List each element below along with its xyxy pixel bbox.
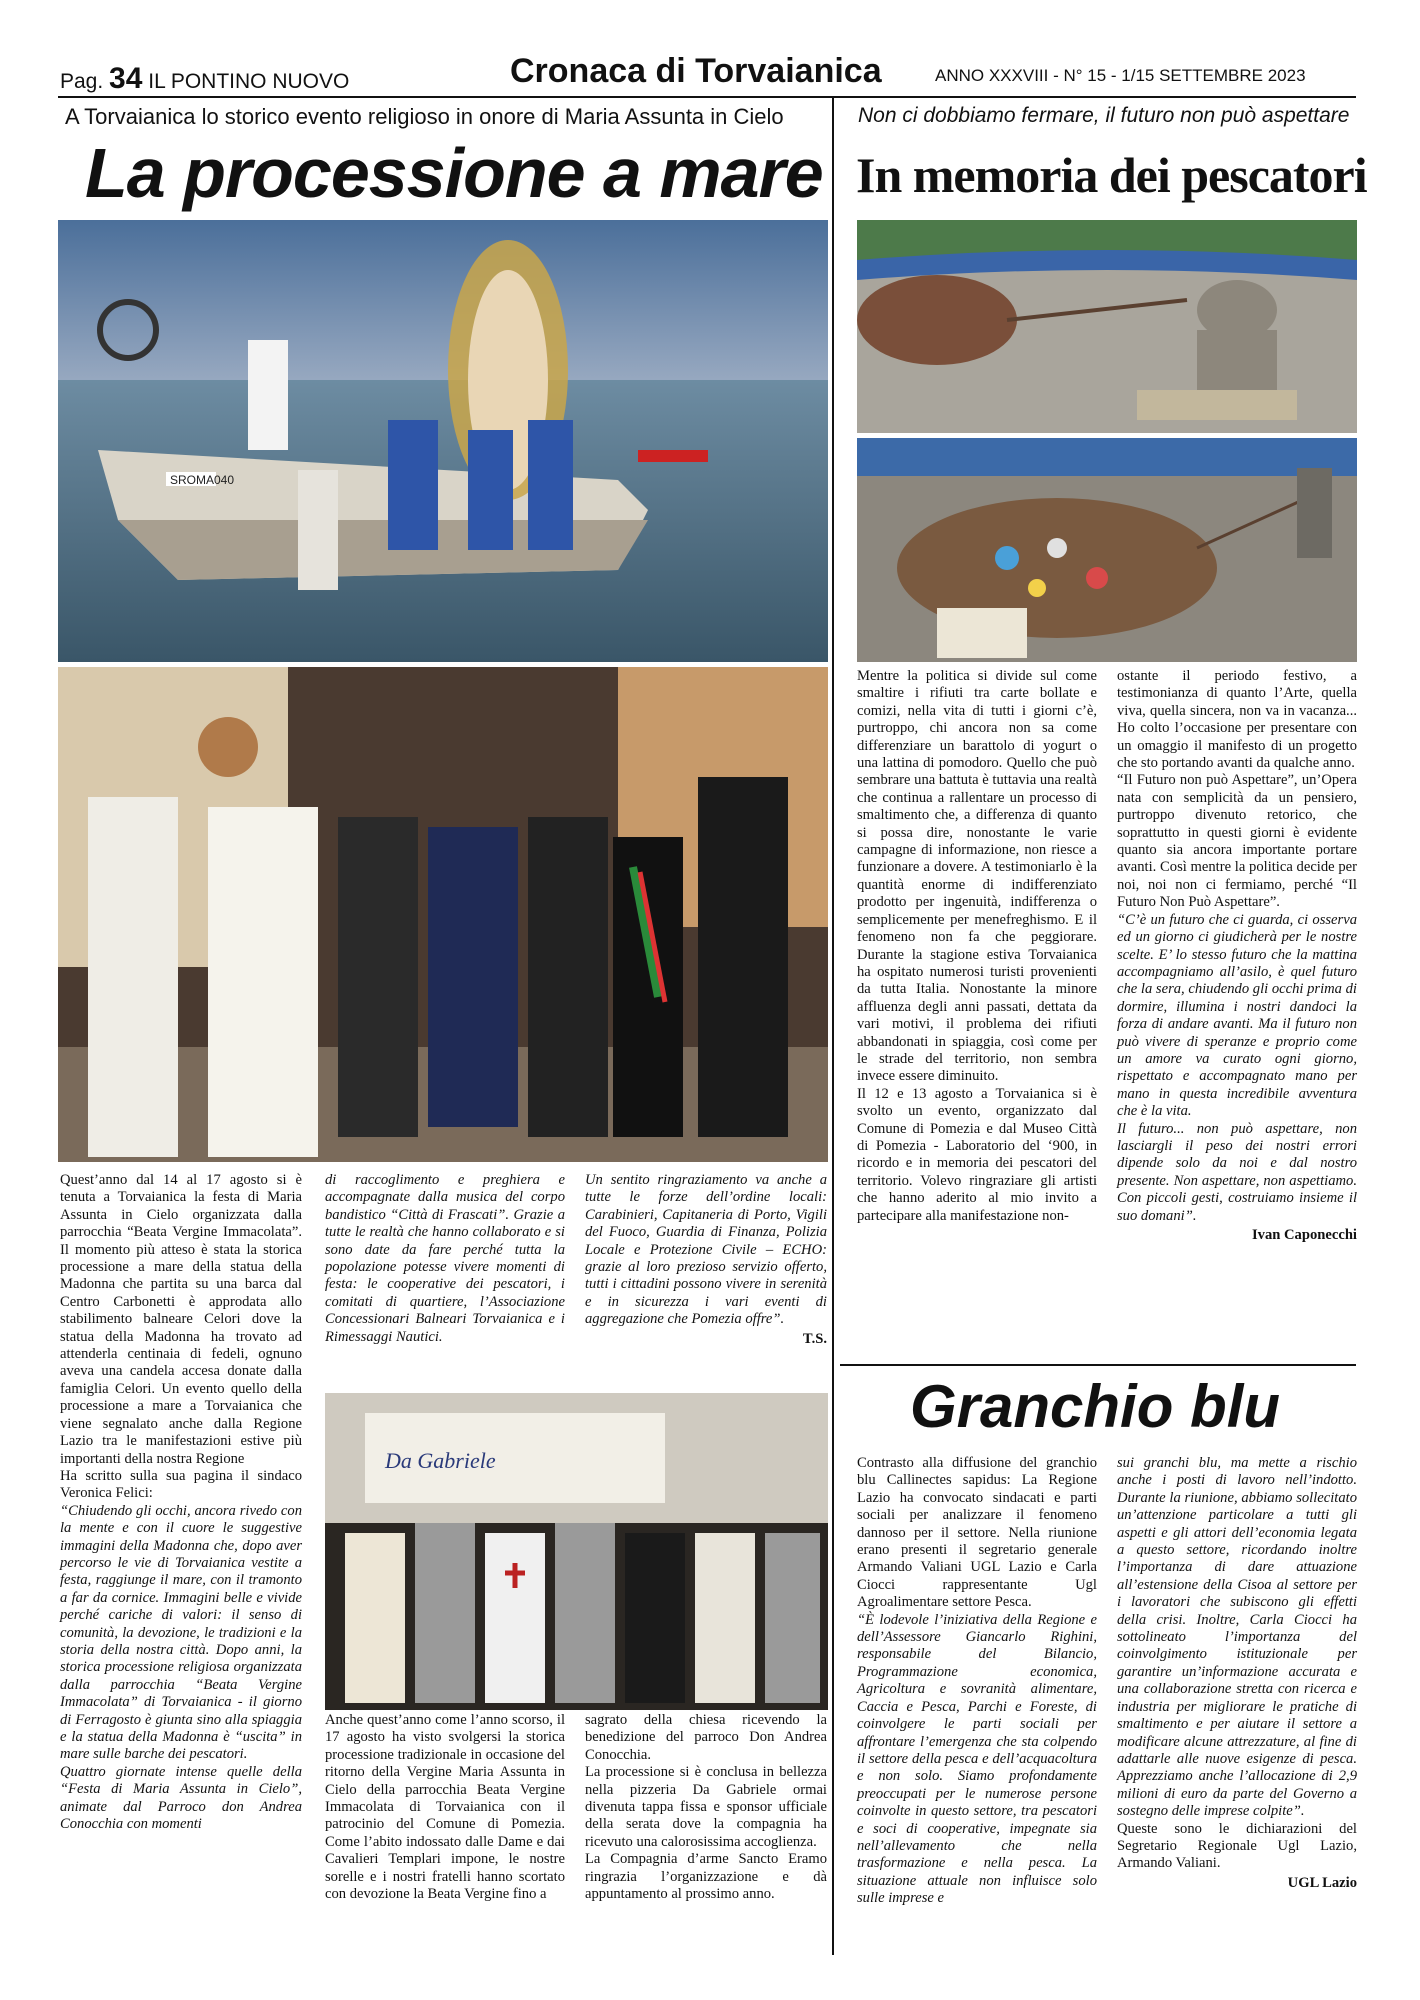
paragraph: Mentre la politica si divide sul come smaltire i rifiuti tra carte bollate e comizi, nella vita di tutti i giorni c’è, purtroppo, chi ancora non sa come differenziare un barattolo di yogurt o una lattina di pomodoro. Quello che può sembrare una battuta è tuttavia una realtà che continua a rallentare un processo di smaltimento che, a differenza di quanto si possa dire, nonostante le varie campagne di informazione, non riesce a funzionare a dovere. A testimoniarlo è la quantità enorme di indifferenziato prodotto per ingenuità, indifferenza o semplicemente per menefreghismo. E il fenomeno non fa che peggiorare. Durante la stagione estiva Torvaianica ha ospitato numerosi turisti provenienti da tutta Italia. Nonostante la minore affluenza degli anni passati, dettata da vari motivi, il problema dei rifiuti abbandonati in spiaggia, così come per le strade del territorio, non sembra invece essere diminuito. (857, 668, 1097, 1085)
paragraph: “È lodevole l’iniziativa della Regione e dell’Assessore Giancarlo Righini, responsabile del Bilancio, Programmazione economica, Agricoltura e sovranità alimentare, Caccia e Pesca, Parchi e Foreste, di coinvolgere le parti sociali per affrontare l’emergenza che sta colpendo il settore della pesca e dell’acquacoltura e non solo. Siamo profondamente preoccupati per le numerose persone coinvolte in questo settore, tra pescatori e soci di cooperative, impegnate sia nell’allevamento che nella trasformazione e nella pesca. La situazione attuale non influisce solo sulle imprese e (857, 1611, 1097, 1907)
second-col-2 (585, 1712, 827, 1903)
paragraph: “Il Futuro non può Aspettare”, un’Opera nata con semplicità da un pensiero, purtroppo divenuto retorico, che soprattutto in questi giorni è evidente quanto sia ancora importante portare avanti. Così mentre la politica decide per noi, noi non ci fermiamo, perché “Il Futuro Non Può Aspettare”. (1117, 772, 1357, 911)
paragraph: Il 12 e 13 agosto a Torvaianica si è svolto un evento, organizzato dal Comune di Pomezia e dal Museo Città di Pomezia - Laboratorio del ‘900, in ricordo e in memoria dei pescatori del territorio. Volevo ringraziare gli artisti che hanno aderito al mio invito a partecipare alla manifestazione non- (857, 1085, 1097, 1224)
boat-procession-photo (58, 220, 828, 662)
fisherman-sculpture-photo (857, 220, 1357, 433)
paragraph: Un sentito ringraziamento va anche a tutte le forze dell’ordine locali: Carabinieri, Capitaneria di Porto, Vigili del Fuoco, Guardia di Finanza, Polizia Locale e Protezione Civile – ECHO: grazie al loro prezioso servizio offerto, tutti i cittadini possono vivere in serenità e in sicurezza i vari eventi di aggregazione che Pomezia offre”. (585, 1172, 827, 1328)
paper-name: IL PONTINO NUOVO (148, 70, 350, 93)
right-headline: In memoria dei pescatori (856, 147, 1367, 203)
left-col-3 (585, 1172, 827, 1348)
right-signature: Ivan Caponecchi (1251, 1227, 1357, 1243)
granchio-col-2 (1117, 1455, 1357, 1892)
paragraph: Contrasto alla diffusione del granchio blu Callinectes sapidus: La Regione Lazio ha convocato sindacati e parti sociali per analizzare il fenomeno dannoso per il settore. Nella riunione erano presenti il segretario generale Armando Valiani UGL Lazio e Carla Ciocci rappresentante Ugl Agroalimentare settore Pesca. (857, 1455, 1097, 1611)
paragraph: La processione si è conclusa in bellezza nella pizzeria Da Gabriele ormai divenuta tappa fissa e sponsor ufficiale della serata dove la compagnia ha ricevuto una calorosissima accoglienza. (585, 1764, 827, 1850)
granchio-headline: Granchio blu (910, 1373, 1281, 1440)
paragraph: ostante il periodo festivo, a testimonianza di quanto l’Arte, quella viva, quella sincera, non va in vacanza... Ho colto l’occasione per presentare con un omaggio il manifesto di un progetto che sto portando avanti da qualche anno. (1117, 668, 1357, 772)
header-rule (58, 96, 1356, 98)
templar-knights-photo (325, 1393, 828, 1710)
church-ceremony-photo (58, 667, 828, 1162)
paragraph: “C’è un futuro che ci guarda, ci osserva ed un giorno ci giudicherà per le nostre scelte. E’ lo stesso futuro che la mattina accompagniamo all’asilo, è quel futuro che la sera, chiudendo gli occhi prima di dormire, illumina i nostri dandoci la forza di andare avanti. Ma il futuro non può vivere di speranze e proprio come un amore va curato ogni giorno, rispettato e accompagnato mano per mano in questa incredibile avventura che è la vita. (1117, 911, 1357, 1120)
left-kicker: A Torvaianica lo storico evento religioso in onore di Maria Assunta in Cielo (65, 104, 784, 129)
paragraph: Anche quest’anno come l’anno scorso, il 17 agosto ha visto svolgersi la storica processione tradizionale in occasione del ritorno della Vergine Maria Assunta in Cielo della parrocchia Beata Vergine Immacolata di Torvaianica con il patrocinio del Comune di Pomezia. Come l’abito indossato dalle Dame e dai Cavalieri Templari impone, le nostre sorelle e i nostri fratelli hanno scortato con devozione la Beata Vergine fino a (325, 1712, 565, 1903)
paragraph: Ha scritto sulla sua pagina il sindaco Veronica Felici: (60, 1467, 302, 1502)
banner-text: Da Gabriele (385, 1448, 496, 1473)
right-col-2 (1117, 668, 1357, 1244)
paragraph: La Compagnia d’arme Sancto Eramo ringrazia l’organizzazione e dà appuntamento al prossimo anno. (585, 1851, 827, 1903)
paragraph: Quattro giornate intense quelle della “Festa di Maria Assunta in Cielo”, animate dal Parroco don Andrea Conocchia con momenti (60, 1763, 302, 1833)
paragraph: “Chiudendo gli occhi, ancora rivedo con la mente e con il cuore le suggestive immagini della Madonna che, dopo aver percorso le vie di Torvaianica vestite a festa, raggiunge il mare, con il tramonto a far da cornice. Immagini belle e vivide perché cariche di valori: il senso di comunità, la devozione, le tradizioni e la storia della nostra città. Dopo anni, la storica processione religiosa organizzata dalla parrocchia “Beata Vergine Immacolata” di Torvaianica - il giorno di Ferragosto è giunta sino alla spiaggia e la statua della Madonna è “uscita” in mare sulle barche dei pescatori. (60, 1502, 302, 1763)
boat-registration: SROMA040 (170, 473, 235, 487)
column-divider (832, 98, 834, 1955)
section-divider (840, 1364, 1356, 1366)
right-kicker: Non ci dobbiamo fermare, il futuro non può aspettare (858, 104, 1350, 127)
granchio-col-1 (857, 1455, 1097, 1908)
right-col-1 (857, 668, 1097, 1225)
paragraph: di raccoglimento e preghiera e accompagnate dalla musica del corpo bandistico “Città di Frascati”. Grazie a tutte le realtà che hanno collaborato e si sono date da fare perché tutta la popolazione potesse vivere momenti di festa: le cooperative dei pescatori, i comitati di quartiere, l’Associazione Concessionari Balneari Torvaianica e i Rimessaggi Nautici. (325, 1172, 565, 1345)
plastic-net-photo (857, 438, 1357, 662)
page-number: 34 (109, 62, 143, 95)
page-number-label: Pag. 34 IL PONTINO NUOVO (60, 62, 350, 95)
paragraph: sui granchi blu, ma mette a rischio anche i posti di lavoro nell’indotto. Durante la riunione, abbiamo sollecitato un’attenzione particolare a tutti gli aspetti e gli attori dell’economia legata a questo settore, ricordando inoltre l’importanza di dare attuazione all’estensione della Cisoa al settore per i lavoratori che subiscono gli effetti della crisi. Inoltre, Carla Ciocci ha sottolineato l’importanza del coinvolgimento istituzionale per garantire un’informazione accurata e una collaborazione stretta con ricerca e industria per migliorare le pratiche di smaltimento e per aiutare il settore a modificare alcune attrezzature, al fine di adattarle alle nuove esigenze di pesca. Apprezziamo anche l’allocazione di 2,9 milioni di euro da parte del Governo a sostegno delle imprese colpite”. (1117, 1455, 1357, 1820)
left-col-1 (60, 1172, 302, 1833)
paragraph: Il futuro... non può aspettare, non lasciargli il peso dei nostri errori dipende solo da noi e dal nostro presente. Non aspettare, non aspettiamo. Con piccoli gesti, costruiamo insieme il suo domani”. (1117, 1120, 1357, 1224)
left-col-2 (325, 1172, 565, 1346)
left-headline: La processione a mare (85, 134, 823, 212)
granchio-signature: UGL Lazio (1287, 1874, 1357, 1891)
left-signature: T.S. (802, 1330, 827, 1347)
second-col-1 (325, 1712, 565, 1903)
section-title: Cronaca di Torvaianica (510, 52, 882, 90)
paragraph: sagrato della chiesa ricevendo la benedizione del parroco Don Andrea Conocchia. (585, 1712, 827, 1763)
issue-info: ANNO XXXVIII - N° 15 - 1/15 SETTEMBRE 2023 (935, 66, 1306, 85)
paragraph: Quest’anno dal 14 al 17 agosto si è tenuta a Torvaianica la festa di Maria Assunta in Cielo organizzata dalla parrocchia “Beata Vergine Immacolata”. Il momento più atteso è stata la storica processione a mare della statua della Madonna che partita su una barca dal Centro Carbonetti è approdata allo stabilimento balneare Celori dove la statua della Madonna ha trovato ad attenderla centinaia di fedeli, ognuno aveva una candela accesa donate dalla famiglia Celori. Un evento quello della processione a mare a Torvaianica che viene segnalato anche dalla Regione Lazio tra le manifestazioni estive più importanti della nostra Regione (60, 1172, 302, 1467)
paragraph: Queste sono le dichiarazioni del Segretario Regionale Ugl Lazio, Armando Valiani. (1117, 1820, 1357, 1872)
